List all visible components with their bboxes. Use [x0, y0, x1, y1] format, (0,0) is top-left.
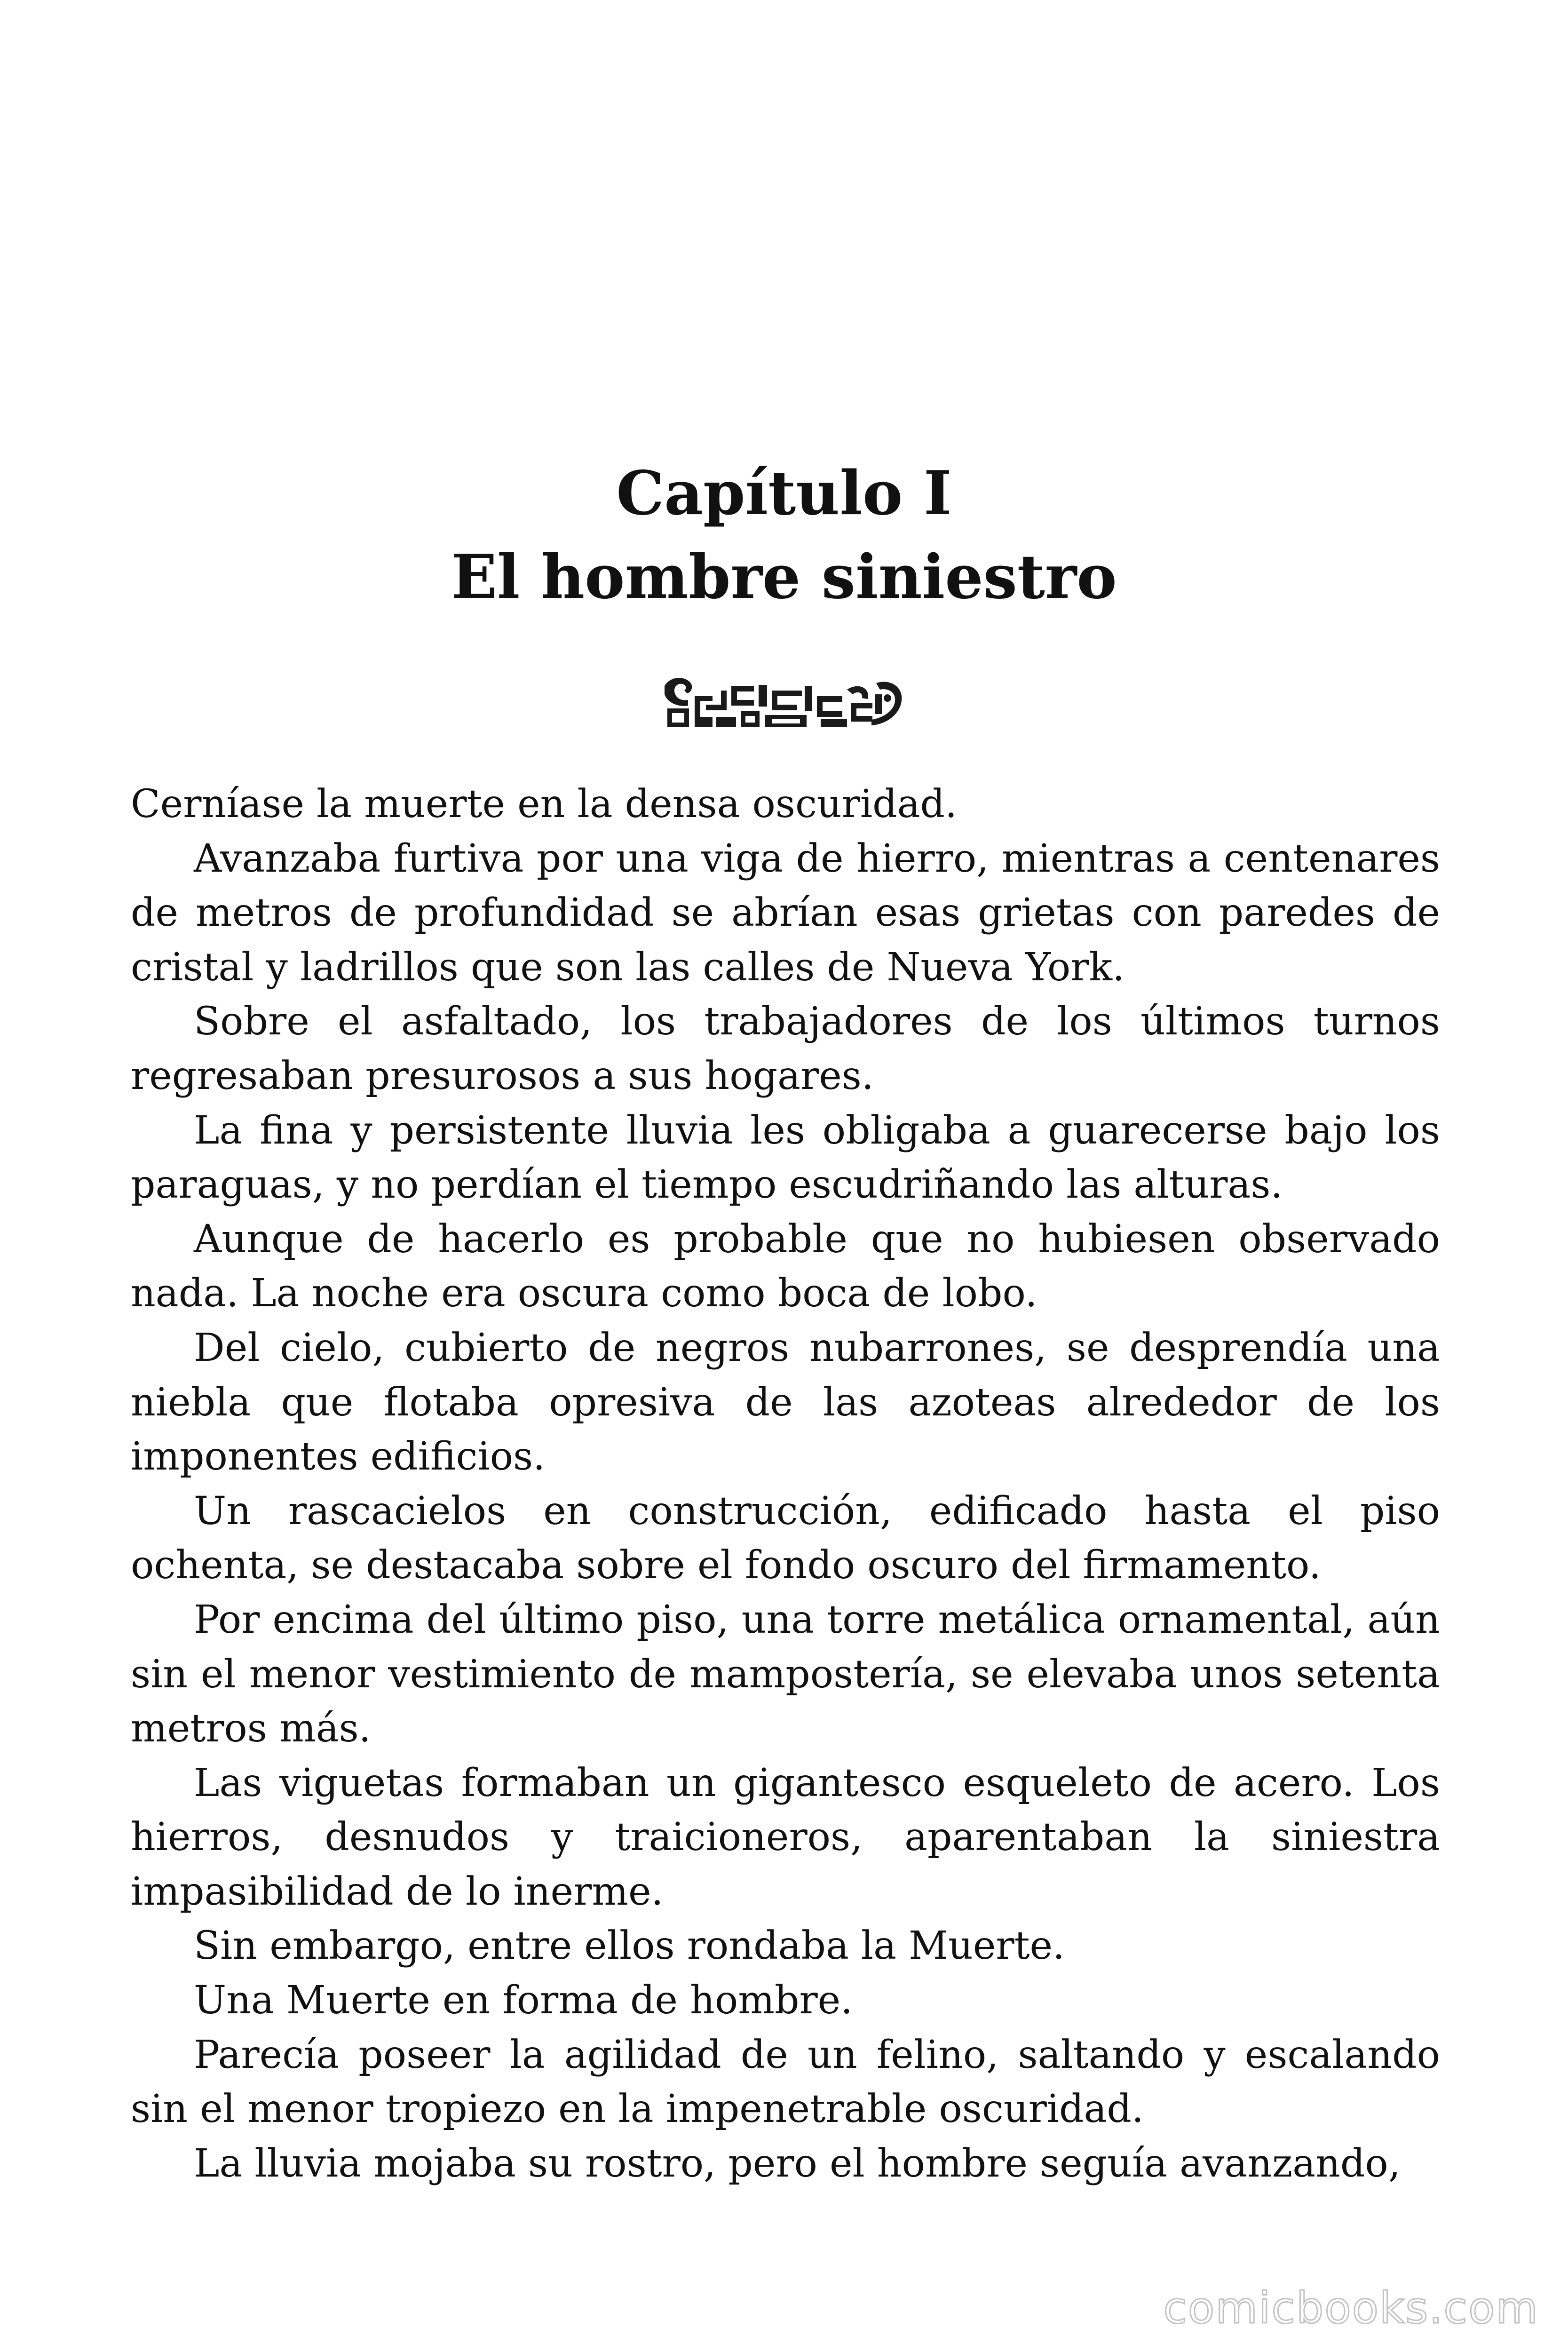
paragraph: Cerníase la muerte en la densa oscuridad.	[131, 782, 958, 826]
body-text	[131, 777, 1440, 2191]
paragraph: Sin embargo, entre ellos rondaba la Muerte.	[194, 1923, 1065, 1969]
decorative-vignette-icon	[661, 672, 905, 733]
paragraph: Parecía poseer la agilidad de un felino, saltando y escalando sin el menor tropiezo en la impenetrable oscuridad.	[131, 2032, 1440, 2132]
paragraph: Una Muerte en forma de hombre.	[194, 1978, 853, 2023]
paragraph: Sobre el asfaltado, los trabajadores de los últimos turnos regresaban presurosos a sus hogares.	[131, 999, 1440, 1098]
paragraph: Del cielo, cubierto de negros nubarrones, se desprendía una niebla que flotaba opresiva de las azoteas alrededor de los imponentes edificios.	[131, 1325, 1440, 1479]
paragraph: Las viguetas formaban un gigantesco esqueleto de acero. Los hierros, desnudos y traicioneros, aparentaban la siniestra impasibilidad de lo inerme.	[131, 1760, 1440, 1914]
paragraph: Por encima del último piso, una torre metálica ornamental, aún sin el menor vestimiento de mampostería, se elevaba unos setenta metros más.	[131, 1597, 1440, 1751]
chapter-number: Capítulo I	[616, 458, 952, 529]
chapter-heading	[0, 452, 1568, 619]
paragraph: Aunque de hacerlo es probable que no hubiesen observado nada. La noche era oscura como boca de lobo.	[131, 1216, 1440, 1316]
paragraph: Avanzaba furtiva por una viga de hierro, mientras a centenares de metros de profundidad se abrían esas grietas con paredes de cristal y ladrillos que son las calles de Nueva York.	[131, 836, 1440, 990]
paragraph: La lluvia mojaba su rostro, pero el hombre seguía avanzando,	[194, 2141, 1401, 2186]
paragraph: Un rascacielos en construcción, edificado hasta el piso ochenta, se destacaba sobre el fondo oscuro del firmamento.	[131, 1488, 1440, 1588]
paragraph: La fina y persistente lluvia les obligaba a guarecerse bajo los paraguas, y no perdían el tiempo escudriñando las alturas.	[131, 1108, 1440, 1208]
watermark: comicbooks.com	[1163, 2283, 1539, 2333]
chapter-title: El hombre siniestro	[451, 542, 1117, 612]
